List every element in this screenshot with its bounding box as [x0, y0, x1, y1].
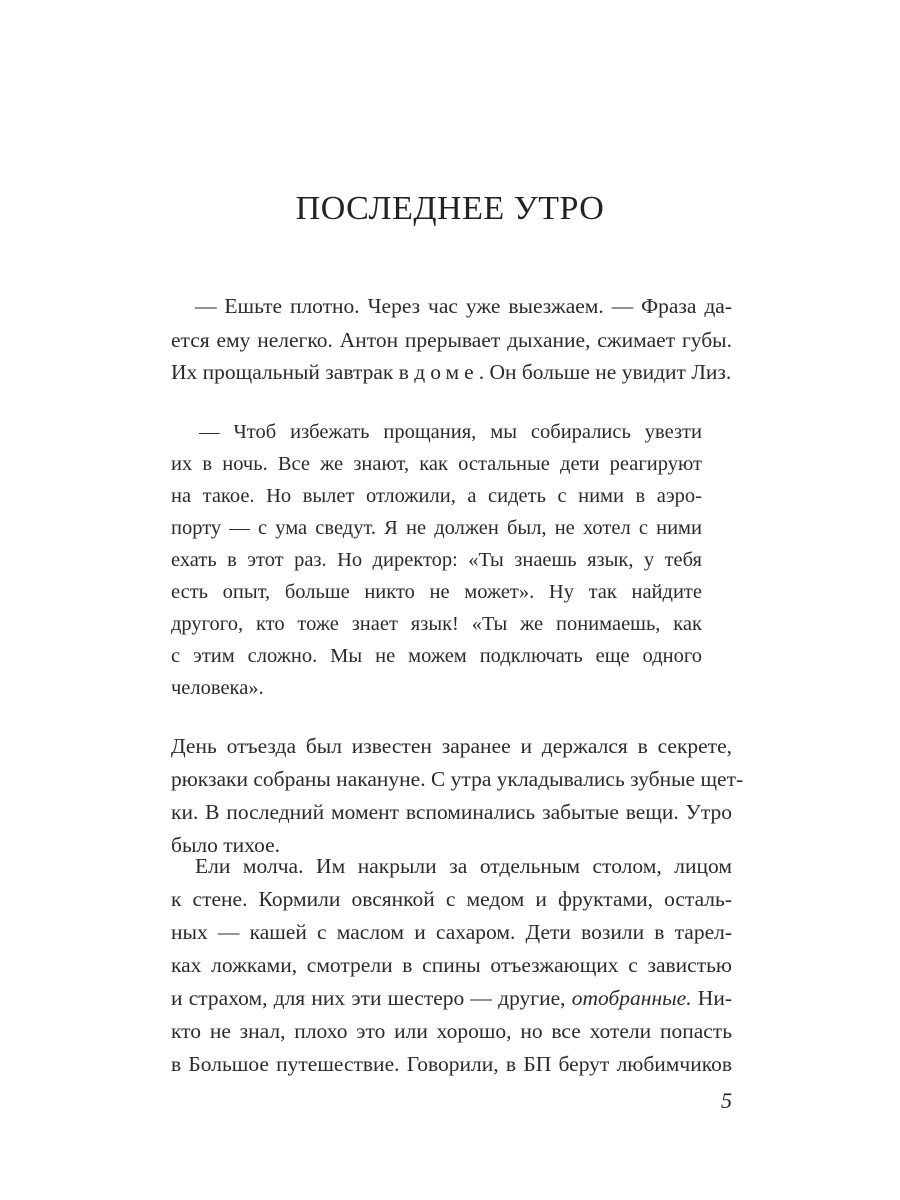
quote-line: человека». [171, 677, 264, 699]
text-line: ки. В последний момент вспоминались забытые вещи. Утро [171, 800, 732, 824]
text-line [171, 356, 732, 388]
text-fragment: и страхом, для них эти шестеро — другие, [171, 986, 572, 1010]
text-fragment: . Он больше не увидит Лиз. [478, 360, 732, 384]
page-number: 5 [721, 1088, 732, 1113]
quote-line: их в ночь. Все же знают, как остальные дети реагируют [171, 453, 702, 475]
quote-line: на такое. Но вылет отложили, а сидеть с ними в аэро- [171, 485, 702, 507]
text-line: в Большое путешествие. Говорили, в БП берут любимчиков [171, 1052, 732, 1076]
text-line: рюкзаки собраны накануне. С утра укладывались зубные щет- [171, 767, 744, 791]
text-fragment: Их прощальный завтрак в [171, 360, 415, 384]
quote-line: порту — с ума сведут. Я не должен был, не хотел с ними [171, 517, 702, 539]
quote-line: ехать в этот раз. Но директор: «Ты знаешь язык, у тебя [171, 549, 702, 571]
text-line: ных — кашей с маслом и сахаром. Дети возили в тарел- [171, 920, 732, 944]
text-line [171, 982, 732, 1014]
spaced-word: доме [414, 360, 479, 384]
text-line: ках ложками, смотрели в спины отъезжающих с завистью [171, 953, 732, 977]
chapter-title: ПОСЛЕДНЕЕ УТРО [295, 190, 605, 227]
quote-line: — Чтоб избежать прощания, мы собирались увезти [199, 421, 702, 443]
text-line: День отъезда был известен заранее и держался в секрете, [171, 734, 732, 758]
quote-line: другого, кто тоже знает язык! «Ты же понимаешь, как [171, 613, 702, 635]
italic-word: отобранные. [571, 986, 692, 1010]
text-line: к стене. Кормили овсянкой с медом и фруктами, осталь- [171, 887, 732, 911]
text-line: — Ешьте плотно. Через час уже выезжаем. — Фраза да- [195, 294, 732, 318]
text-line: Ели молча. Им накрыли за отдельным столом, лицом [195, 854, 732, 878]
text-fragment: Ни- [691, 986, 732, 1010]
text-line: ется ему нелегко. Антон прерывает дыхание, сжимает губы. [171, 328, 732, 352]
text-line: было тихое. [171, 833, 281, 857]
text-line: кто не знал, плохо это или хорошо, но все хотели попасть [171, 1019, 732, 1043]
quote-line: с этим сложно. Мы не можем подключать еще одного [171, 645, 702, 667]
quote-line: есть опыт, больше никто не может». Ну так найдите [171, 581, 702, 603]
